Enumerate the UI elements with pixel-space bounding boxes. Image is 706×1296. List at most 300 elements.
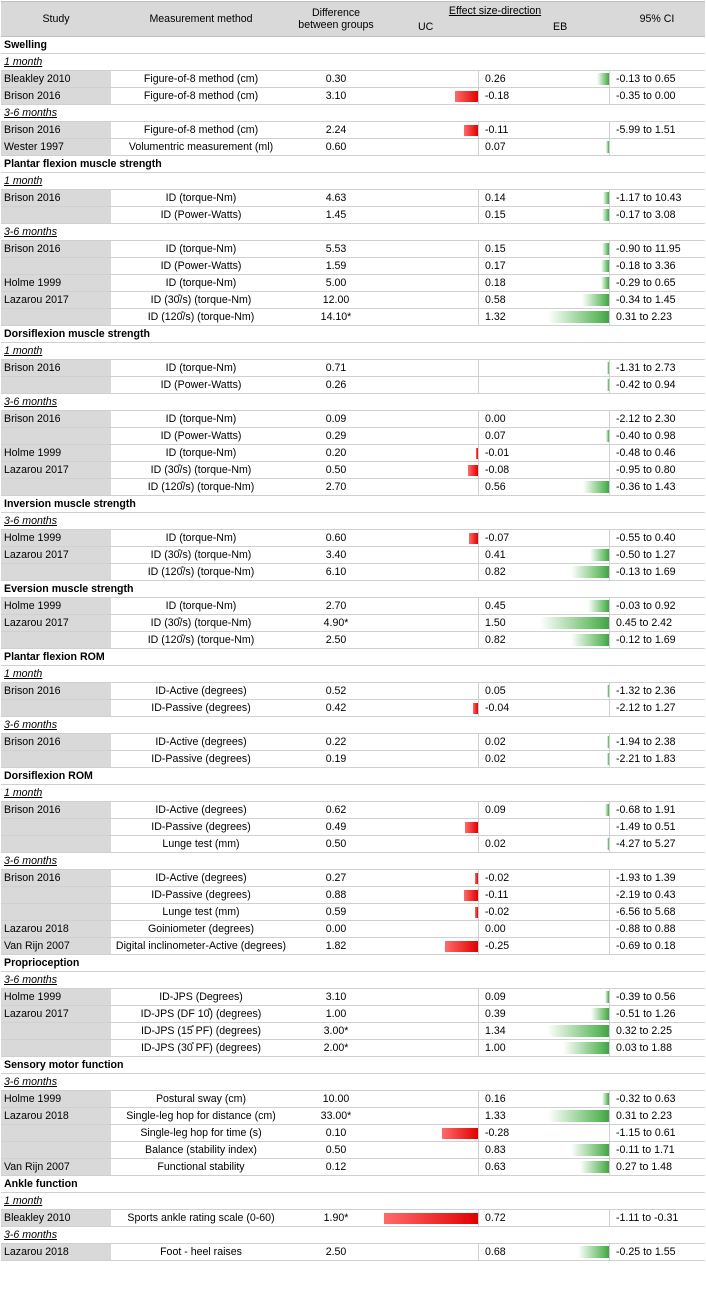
study-cell: Van Rijn 2007 — [1, 1159, 111, 1175]
uc-bar-cell — [381, 1244, 478, 1260]
uc-bar — [384, 1213, 478, 1224]
uc-bar-cell — [381, 207, 478, 223]
study-cell — [1, 428, 111, 444]
section-heading-row — [1, 1057, 705, 1074]
eb-bar-cell — [535, 598, 609, 614]
timepoint-label: 3-6 months — [4, 1229, 57, 1241]
table-row — [1, 938, 705, 955]
table-row — [1, 904, 705, 921]
effect-size-value: -0.04 — [478, 700, 535, 716]
difference-value: 2.00* — [323, 1042, 349, 1054]
study-cell — [1, 377, 111, 393]
study-cell: Brison 2016 — [1, 241, 111, 257]
table-row — [1, 1091, 705, 1108]
header-study: Study — [42, 13, 70, 25]
table-row — [1, 751, 705, 768]
effect-size-value: 0.63 — [478, 1159, 535, 1175]
study-cell: Lazarou 2017 — [1, 547, 111, 563]
eb-bar-cell — [535, 88, 609, 104]
difference-value: 0.27 — [325, 872, 347, 884]
study-cell: Lazarou 2017 — [1, 292, 111, 308]
section-title: Dorsiflexion muscle strength — [4, 328, 150, 340]
study-cell: Brison 2016 — [1, 360, 111, 376]
table-row — [1, 1159, 705, 1176]
measurement-method: Goiniometer (degrees) — [148, 923, 254, 935]
study-cell — [1, 887, 111, 903]
effect-size-value: -0.02 — [478, 870, 535, 886]
difference-value: 0.30 — [325, 73, 347, 85]
uc-bar-cell — [381, 819, 478, 835]
confidence-interval: -0.03 to 0.92 — [609, 598, 705, 614]
table-row — [1, 564, 705, 581]
results-table — [1, 1, 705, 1261]
difference-value: 14.10* — [320, 311, 352, 323]
eb-bar-cell — [535, 870, 609, 886]
uc-bar-cell — [381, 700, 478, 716]
study-cell: Brison 2016 — [1, 802, 111, 818]
confidence-interval: -1.11 to -0.31 — [609, 1210, 705, 1226]
measurement-method: ID (Power-Watts) — [160, 430, 242, 442]
uc-bar — [465, 822, 478, 833]
difference-value: 3.40 — [325, 549, 347, 561]
eb-bar-cell — [535, 989, 609, 1005]
confidence-interval: -0.13 to 0.65 — [609, 71, 705, 87]
effect-size-value: 0.02 — [478, 734, 535, 750]
table-row — [1, 462, 705, 479]
uc-bar-cell — [381, 445, 478, 461]
uc-bar-cell — [381, 411, 478, 427]
header-eb: EB — [553, 21, 568, 33]
timepoint-label: 3-6 months — [4, 396, 57, 408]
eb-bar-cell — [535, 1125, 609, 1141]
confidence-interval: -0.95 to 0.80 — [609, 462, 705, 478]
section-title: Plantar flexion ROM — [4, 651, 105, 663]
table-row — [1, 309, 705, 326]
study-cell — [1, 207, 111, 223]
uc-bar-cell — [381, 1040, 478, 1056]
eb-bar — [547, 1025, 609, 1037]
eb-bar — [571, 566, 609, 578]
difference-value: 0.50 — [325, 464, 347, 476]
timepoint-label: 3-6 months — [4, 515, 57, 527]
measurement-method: ID-JPS (15̊ PF) (degrees) — [140, 1025, 262, 1037]
table-row — [1, 734, 705, 751]
effect-size-value: -0.07 — [478, 530, 535, 546]
eb-bar-cell — [535, 1108, 609, 1124]
section-heading-row — [1, 326, 705, 343]
timepoint-row — [1, 54, 705, 71]
difference-value: 0.50 — [325, 1144, 347, 1156]
confidence-interval: -0.39 to 0.56 — [609, 989, 705, 1005]
confidence-interval: 0.03 to 1.88 — [609, 1040, 705, 1056]
difference-value: 3.00* — [323, 1025, 349, 1037]
uc-bar-cell — [381, 1091, 478, 1107]
eb-bar — [548, 311, 609, 323]
uc-bar-cell — [381, 1159, 478, 1175]
eb-bar-cell — [535, 683, 609, 699]
table-row — [1, 377, 705, 394]
measurement-method: ID (torque-Nm) — [165, 362, 237, 374]
timepoint-label: 1 month — [4, 56, 43, 68]
eb-bar-cell — [535, 309, 609, 325]
confidence-interval: -1.49 to 0.51 — [609, 819, 705, 835]
confidence-interval: -0.12 to 1.69 — [609, 632, 705, 648]
study-cell: Brison 2016 — [1, 411, 111, 427]
uc-bar-cell — [381, 904, 478, 920]
measurement-method: ID (torque-Nm) — [165, 447, 237, 459]
eb-bar — [588, 600, 609, 612]
difference-value: 0.71 — [325, 362, 347, 374]
table-row — [1, 88, 705, 105]
timepoint-row — [1, 853, 705, 870]
uc-bar-cell — [381, 1006, 478, 1022]
effect-size-value: 1.34 — [478, 1023, 535, 1039]
eb-bar — [601, 260, 609, 272]
eb-bar-cell — [535, 1006, 609, 1022]
confidence-interval: -0.18 to 3.36 — [609, 258, 705, 274]
study-cell — [1, 632, 111, 648]
uc-bar-cell — [381, 547, 478, 563]
effect-size-value — [478, 819, 535, 835]
uc-bar-cell — [381, 615, 478, 631]
effect-size-value: 0.26 — [478, 71, 535, 87]
section-heading-row — [1, 649, 705, 666]
study-cell — [1, 819, 111, 835]
table-row — [1, 1108, 705, 1125]
eb-bar-cell — [535, 1142, 609, 1158]
measurement-method: Postural sway (cm) — [155, 1093, 247, 1105]
difference-value: 0.00 — [325, 923, 347, 935]
timepoint-label: 3-6 months — [4, 855, 57, 867]
effect-size-value: 1.00 — [478, 1040, 535, 1056]
confidence-interval: -0.11 to 1.71 — [609, 1142, 705, 1158]
table-row — [1, 921, 705, 938]
measurement-method: ID-Passive (degrees) — [151, 889, 251, 901]
eb-bar-cell — [535, 1091, 609, 1107]
measurement-method: ID (Power-Watts) — [160, 379, 242, 391]
section-title: Proprioception — [4, 957, 80, 969]
timepoint-label: 3-6 months — [4, 974, 57, 986]
effect-size-value: 0.15 — [478, 207, 535, 223]
effect-size-value: 0.82 — [478, 632, 535, 648]
effect-size-value: -0.01 — [478, 445, 535, 461]
measurement-method: ID-Passive (degrees) — [151, 753, 251, 765]
eb-bar-cell — [535, 819, 609, 835]
eb-bar-cell — [535, 241, 609, 257]
study-cell: Brison 2016 — [1, 870, 111, 886]
study-cell — [1, 1023, 111, 1039]
measurement-method: Lunge test (mm) — [162, 906, 240, 918]
table-row — [1, 479, 705, 496]
timepoint-row — [1, 1193, 705, 1210]
confidence-interval: -6.56 to 5.68 — [609, 904, 705, 920]
timepoint-label: 3-6 months — [4, 719, 57, 731]
measurement-method: ID-Active (degrees) — [155, 685, 247, 697]
difference-value: 5.53 — [325, 243, 347, 255]
eb-bar-cell — [535, 122, 609, 138]
header-ci: 95% CI — [639, 13, 675, 25]
eb-bar-cell — [535, 547, 609, 563]
confidence-interval: -0.13 to 1.69 — [609, 564, 705, 580]
effect-size-value: 0.16 — [478, 1091, 535, 1107]
study-cell: Brison 2016 — [1, 683, 111, 699]
measurement-method: ID-Active (degrees) — [155, 872, 247, 884]
table-row — [1, 683, 705, 700]
study-cell: Holme 1999 — [1, 445, 111, 461]
difference-value: 0.49 — [325, 821, 347, 833]
difference-value: 0.29 — [325, 430, 347, 442]
table-row — [1, 1040, 705, 1057]
uc-bar-cell — [381, 836, 478, 852]
timepoint-row — [1, 513, 705, 530]
confidence-interval: -0.90 to 11.95 — [609, 241, 705, 257]
table-header — [1, 2, 705, 37]
table-row — [1, 598, 705, 615]
confidence-interval: -1.15 to 0.61 — [609, 1125, 705, 1141]
eb-bar — [601, 277, 609, 289]
difference-value: 2.24 — [325, 124, 347, 136]
study-cell: Holme 1999 — [1, 530, 111, 546]
table-row — [1, 989, 705, 1006]
uc-bar-cell — [381, 1210, 478, 1226]
effect-size-value: 1.33 — [478, 1108, 535, 1124]
study-cell: Brison 2016 — [1, 734, 111, 750]
eb-bar-cell — [535, 802, 609, 818]
section-title: Eversion muscle strength — [4, 583, 134, 595]
uc-bar-cell — [381, 1023, 478, 1039]
timepoint-row — [1, 1227, 705, 1244]
timepoint-label: 1 month — [4, 175, 43, 187]
eb-bar — [582, 294, 609, 306]
eb-bar-cell — [535, 360, 609, 376]
confidence-interval: -0.34 to 1.45 — [609, 292, 705, 308]
study-cell: Van Rijn 2007 — [1, 938, 111, 954]
header-method: Measurement method — [149, 13, 253, 25]
uc-bar-cell — [381, 683, 478, 699]
header-diff-line2: between groups — [298, 19, 374, 31]
study-cell: Bleakley 2010 — [1, 1210, 111, 1226]
eb-bar — [540, 617, 609, 629]
confidence-interval: -1.17 to 10.43 — [609, 190, 705, 206]
measurement-method: ID (Power-Watts) — [160, 260, 242, 272]
eb-bar — [548, 1110, 609, 1122]
measurement-method: Single-leg hop for distance (cm) — [126, 1110, 276, 1122]
effect-size-value: 0.82 — [478, 564, 535, 580]
eb-bar-cell — [535, 921, 609, 937]
difference-value: 2.50 — [325, 1246, 347, 1258]
uc-bar-cell — [381, 921, 478, 937]
table-row — [1, 1006, 705, 1023]
measurement-method: ID (torque-Nm) — [165, 243, 237, 255]
confidence-interval: -1.94 to 2.38 — [609, 734, 705, 750]
confidence-interval: -2.12 to 1.27 — [609, 700, 705, 716]
uc-bar-cell — [381, 479, 478, 495]
timepoint-row — [1, 173, 705, 190]
uc-bar-cell — [381, 71, 478, 87]
uc-bar-cell — [381, 377, 478, 393]
study-cell: Lazarou 2018 — [1, 921, 111, 937]
effect-size-value: 1.32 — [478, 309, 535, 325]
difference-value: 12.00 — [322, 294, 350, 306]
eb-bar-cell — [535, 411, 609, 427]
eb-bar-cell — [535, 904, 609, 920]
confidence-interval: 0.27 to 1.48 — [609, 1159, 705, 1175]
uc-bar-cell — [381, 88, 478, 104]
uc-bar — [455, 91, 478, 102]
confidence-interval: -0.36 to 1.43 — [609, 479, 705, 495]
effect-size-value: 0.17 — [478, 258, 535, 274]
table-row — [1, 1210, 705, 1227]
study-cell — [1, 904, 111, 920]
confidence-interval: -0.42 to 0.94 — [609, 377, 705, 393]
uc-bar-cell — [381, 870, 478, 886]
measurement-method: ID (30̊/s) (torque-Nm) — [150, 294, 252, 306]
study-cell — [1, 258, 111, 274]
study-cell: Holme 1999 — [1, 989, 111, 1005]
confidence-interval: -0.48 to 0.46 — [609, 445, 705, 461]
study-cell — [1, 836, 111, 852]
eb-bar — [578, 1246, 609, 1258]
difference-value: 0.26 — [325, 379, 347, 391]
difference-value: 2.70 — [325, 481, 347, 493]
measurement-method: ID (30̊/s) (torque-Nm) — [150, 464, 252, 476]
difference-value: 6.10 — [325, 566, 347, 578]
effect-size-value: 0.07 — [478, 428, 535, 444]
confidence-interval: -0.68 to 1.91 — [609, 802, 705, 818]
study-cell: Lazarou 2018 — [1, 1108, 111, 1124]
timepoint-row — [1, 105, 705, 122]
timepoint-row — [1, 785, 705, 802]
eb-bar-cell — [535, 836, 609, 852]
study-cell — [1, 1142, 111, 1158]
effect-size-value: 0.09 — [478, 802, 535, 818]
confidence-interval: 0.32 to 2.25 — [609, 1023, 705, 1039]
table-row — [1, 411, 705, 428]
effect-size-value: 0.41 — [478, 547, 535, 563]
measurement-method: Lunge test (mm) — [162, 838, 240, 850]
measurement-method: Volumentric measurement (ml) — [128, 141, 274, 153]
study-cell: Bleakley 2010 — [1, 71, 111, 87]
eb-bar-cell — [535, 1159, 609, 1175]
eb-bar — [597, 73, 609, 85]
measurement-method: Digital inclinometer-Active (degrees) — [115, 940, 287, 952]
eb-bar-cell — [535, 292, 609, 308]
confidence-interval: 0.31 to 2.23 — [609, 309, 705, 325]
eb-bar-cell — [535, 564, 609, 580]
uc-bar — [468, 465, 478, 476]
timepoint-row — [1, 343, 705, 360]
table-row — [1, 71, 705, 88]
effect-size-value: 0.09 — [478, 989, 535, 1005]
uc-bar-cell — [381, 1108, 478, 1124]
difference-value: 0.60 — [325, 532, 347, 544]
section-heading-row — [1, 37, 705, 54]
confidence-interval: 0.45 to 2.42 — [609, 615, 705, 631]
difference-value: 0.09 — [325, 413, 347, 425]
study-cell: Wester 1997 — [1, 139, 111, 155]
effect-size-value: 0.58 — [478, 292, 535, 308]
difference-value: 2.50 — [325, 634, 347, 646]
measurement-method: ID (torque-Nm) — [165, 277, 237, 289]
eb-bar-cell — [535, 615, 609, 631]
difference-value: 1.59 — [325, 260, 347, 272]
eb-bar-cell — [535, 445, 609, 461]
timepoint-label: 3-6 months — [4, 107, 57, 119]
section-heading-row — [1, 768, 705, 785]
confidence-interval: -1.31 to 2.73 — [609, 360, 705, 376]
difference-value: 0.42 — [325, 702, 347, 714]
uc-bar — [445, 941, 478, 952]
measurement-method: ID-Active (degrees) — [155, 736, 247, 748]
table-row — [1, 1023, 705, 1040]
measurement-method: Figure-of-8 method (cm) — [143, 124, 259, 136]
table-row — [1, 445, 705, 462]
study-cell: Lazarou 2017 — [1, 462, 111, 478]
uc-bar — [464, 890, 478, 901]
difference-value: 0.10 — [325, 1127, 347, 1139]
effect-size-value: 0.07 — [478, 139, 535, 155]
difference-value: 0.22 — [325, 736, 347, 748]
confidence-interval — [609, 139, 705, 155]
measurement-method: Sports ankle rating scale (0-60) — [127, 1212, 275, 1224]
timepoint-row — [1, 972, 705, 989]
study-cell: Lazarou 2017 — [1, 615, 111, 631]
measurement-method: ID (120̊/s) (torque-Nm) — [147, 634, 255, 646]
eb-bar-cell — [535, 1023, 609, 1039]
uc-bar-cell — [381, 122, 478, 138]
difference-value: 1.45 — [325, 209, 347, 221]
difference-value: 33.00* — [320, 1110, 352, 1122]
timepoint-label: 1 month — [4, 668, 43, 680]
measurement-method: Foot - heel raises — [160, 1246, 242, 1258]
effect-size-value: 0.00 — [478, 921, 535, 937]
difference-value: 0.60 — [325, 141, 347, 153]
difference-value: 0.50 — [325, 838, 347, 850]
table-row — [1, 292, 705, 309]
header-difference — [291, 2, 381, 36]
confidence-interval: -0.88 to 0.88 — [609, 921, 705, 937]
eb-bar — [571, 634, 609, 646]
eb-bar-cell — [535, 1244, 609, 1260]
uc-bar-cell — [381, 989, 478, 1005]
eb-bar — [602, 1093, 609, 1105]
timepoint-label: 1 month — [4, 787, 43, 799]
effect-size-value — [478, 377, 535, 393]
uc-bar-cell — [381, 734, 478, 750]
eb-bar-cell — [535, 275, 609, 291]
section-heading-row — [1, 156, 705, 173]
uc-bar-cell — [381, 258, 478, 274]
study-cell: Brison 2016 — [1, 190, 111, 206]
timepoint-label: 1 month — [4, 1195, 43, 1207]
difference-value: 0.12 — [325, 1161, 347, 1173]
measurement-method: ID (torque-Nm) — [165, 192, 237, 204]
uc-bar-cell — [381, 938, 478, 954]
eb-bar — [563, 1042, 609, 1054]
eb-bar-cell — [535, 1210, 609, 1226]
measurement-method: ID (torque-Nm) — [165, 532, 237, 544]
table-row — [1, 207, 705, 224]
measurement-method: ID (torque-Nm) — [165, 600, 237, 612]
measurement-method: ID (120̊/s) (torque-Nm) — [147, 311, 255, 323]
eb-bar-cell — [535, 428, 609, 444]
confidence-interval: -0.69 to 0.18 — [609, 938, 705, 954]
confidence-interval: -2.12 to 2.30 — [609, 411, 705, 427]
section-title: Inversion muscle strength — [4, 498, 136, 510]
effect-size-value: 0.83 — [478, 1142, 535, 1158]
difference-value: 0.20 — [325, 447, 347, 459]
difference-value: 0.59 — [325, 906, 347, 918]
